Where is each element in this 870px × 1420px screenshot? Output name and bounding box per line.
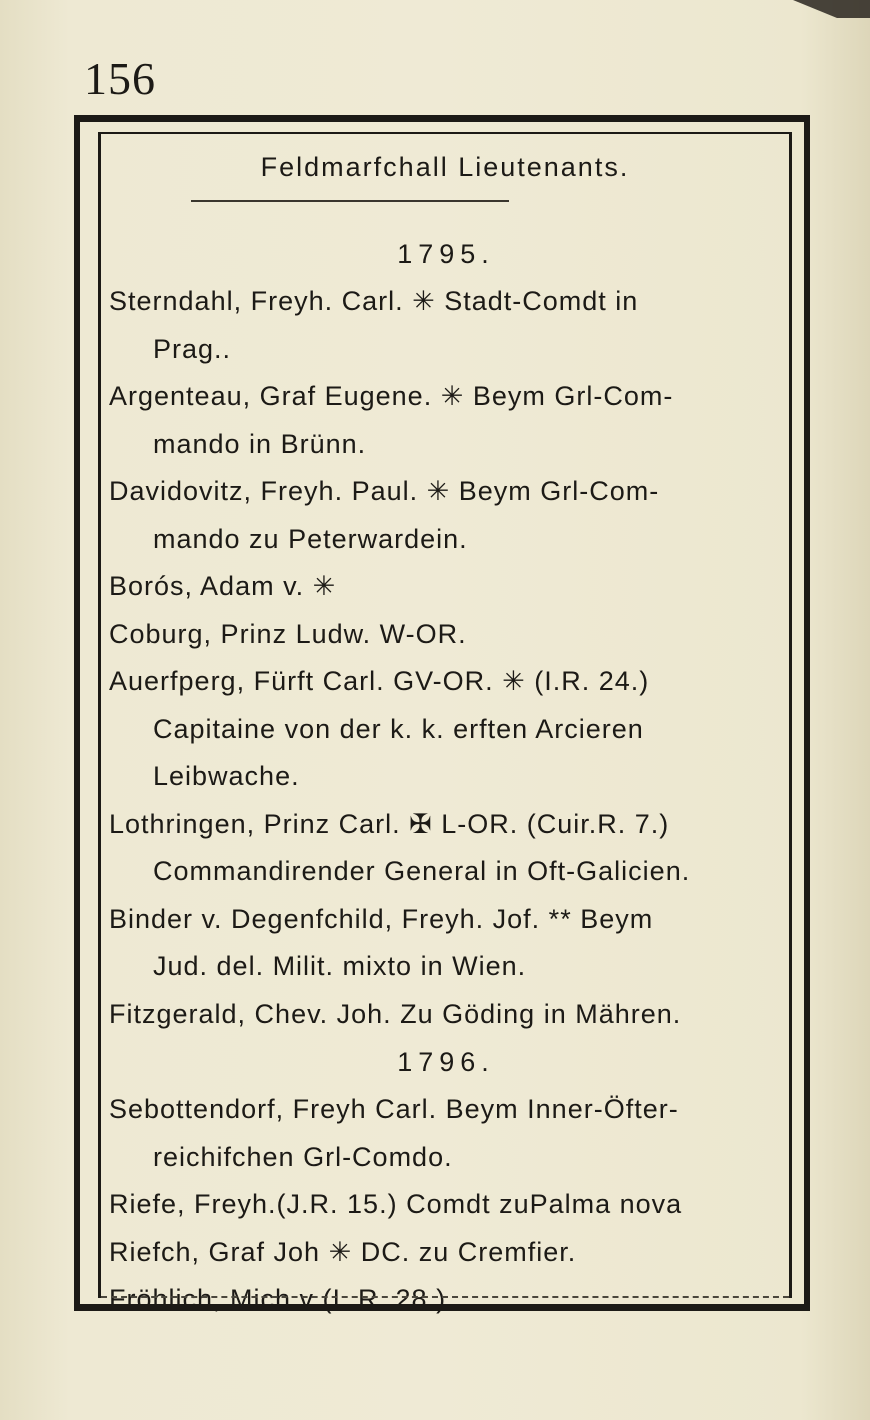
entry-continuation-line: Commandirender General in Oft-Galicien. xyxy=(153,856,691,886)
entry-line: Borós, Adam v. ✳ xyxy=(109,571,337,601)
entry-continuation-line: reichifchen Grl-Comdo. xyxy=(153,1141,453,1172)
officer-entry xyxy=(109,1229,783,1277)
officer-entry xyxy=(109,373,783,468)
entry-continuation-line: Jud. del. Milit. mixto in Wien. xyxy=(153,951,527,981)
officer-entry xyxy=(109,991,783,1039)
entry-continuation-line: Prag.. xyxy=(153,333,232,364)
officer-entry xyxy=(109,896,783,991)
officer-entry xyxy=(109,1276,783,1324)
officer-entry xyxy=(109,468,783,563)
entry-list xyxy=(109,230,783,1324)
entry-line: Riefe, Freyh.(J.R. 15.) Comdt zuPalma nova xyxy=(109,1189,683,1219)
entry-continuation-line: Leibwache. xyxy=(153,761,300,791)
officer-entry xyxy=(109,278,783,373)
entry-line: Sebottendorf, Freyh Carl. Beym Inner-Öfter- xyxy=(109,1094,679,1124)
officer-entry xyxy=(109,801,783,896)
officer-entry xyxy=(109,563,783,611)
entry-line: Binder v. Degenfchild, Freyh. Jof. ** Beym xyxy=(109,903,654,934)
entry-line: Lothringen, Prinz Carl. ✠ L-OR. (Cuir.R. 7.) xyxy=(109,808,670,839)
officer-entry xyxy=(109,1086,783,1181)
bordered-frame xyxy=(74,115,810,1314)
bottom-rule xyxy=(101,1296,789,1298)
entry-line: Davidovitz, Freyh. Paul. ✳ Beym Grl-Com- xyxy=(109,476,660,506)
year-heading: 1796. xyxy=(397,1047,495,1077)
inner-frame xyxy=(98,132,792,1314)
entry-continuation-line: Capitaine von der k. k. erften Arcieren xyxy=(153,713,644,744)
officer-entry xyxy=(109,658,783,801)
entry-line: Fitzgerald, Chev. Joh. Zu Göding in Mähren. xyxy=(109,998,682,1029)
officer-entry xyxy=(109,1181,783,1229)
entry-line: Auerfperg, Fürft Carl. GV-OR. ✳ (I.R. 24.) xyxy=(109,666,650,696)
entry-line: Argenteau, Graf Eugene. ✳ Beym Grl-Com- xyxy=(109,381,674,411)
scan-edge-mark xyxy=(760,0,870,18)
year-heading: 1795. xyxy=(397,239,495,269)
header-rule xyxy=(191,200,509,202)
section-header: Feldmarfchall Lieutenants. xyxy=(260,152,630,182)
entry-continuation-line: mando zu Peterwardein. xyxy=(153,523,468,554)
entry-line: Sterndahl, Freyh. Carl. ✳ Stadt-Comdt in xyxy=(109,286,639,316)
entry-line: Coburg, Prinz Ludw. W-OR. xyxy=(109,618,467,649)
page-number: 156 xyxy=(84,53,156,104)
entry-line: Fröhlich, Mich v (I. R. 28.) xyxy=(109,1284,447,1314)
entry-continuation-line: mando in Brünn. xyxy=(153,428,367,459)
officer-entry xyxy=(109,611,783,659)
entry-line: Riefch, Graf Joh ✳ DC. zu Cremfier. xyxy=(109,1236,577,1267)
